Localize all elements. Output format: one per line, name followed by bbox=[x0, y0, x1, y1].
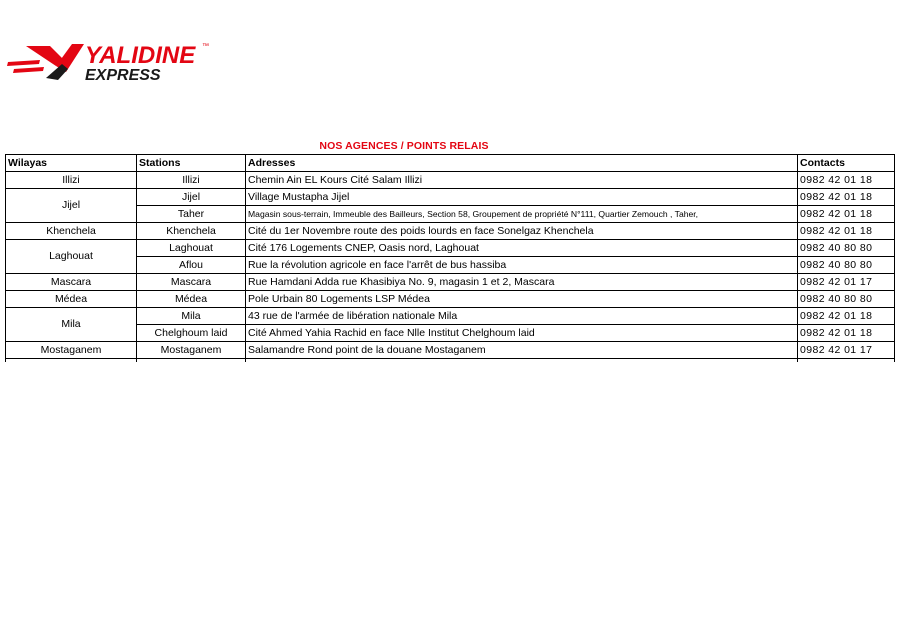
station-cell: Illizi bbox=[137, 172, 246, 189]
address-cell: Pole Urbain 80 Logements LSP Médea bbox=[246, 291, 798, 308]
address-cell: Magasin sous-terrain, Immeuble des Bailleurs, Section 58, Groupement de propriété N°111, Quartier Zemouch , Taher, bbox=[246, 206, 798, 223]
header-stations: Stations bbox=[137, 155, 246, 172]
station-cell: Médea bbox=[137, 291, 246, 308]
address-cell: Cité Ahmed Yahia Rachid en face Nlle Institut Chelghoum laid bbox=[246, 325, 798, 342]
station-cell: Mila bbox=[137, 308, 246, 325]
table-end-cell bbox=[137, 359, 246, 363]
address-cell: 43 rue de l'armée de libération nationale Mila bbox=[246, 308, 798, 325]
table-row bbox=[6, 189, 895, 206]
table-row bbox=[6, 274, 895, 291]
wilaya-cell: Khenchela bbox=[6, 223, 137, 240]
table-row bbox=[6, 257, 895, 274]
agencies-table-body bbox=[6, 172, 895, 363]
table-header-row bbox=[6, 155, 895, 172]
contact-cell: 0982 42 01 17 bbox=[798, 342, 895, 359]
header-wilayas: Wilayas bbox=[6, 155, 137, 172]
table-row bbox=[6, 308, 895, 325]
wilaya-cell: Mascara bbox=[6, 274, 137, 291]
station-cell: Mascara bbox=[137, 274, 246, 291]
contact-cell: 0982 42 01 18 bbox=[798, 223, 895, 240]
address-cell: Chemin Ain EL Kours Cité Salam Illizi bbox=[246, 172, 798, 189]
contact-cell: 0982 40 80 80 bbox=[798, 257, 895, 274]
page-title: NOS AGENCES / POINTS RELAIS bbox=[319, 140, 489, 152]
address-cell: Salamandre Rond point de la douane Mostaganem bbox=[246, 342, 798, 359]
contact-cell: 0982 42 01 18 bbox=[798, 325, 895, 342]
header-contacts: Contacts bbox=[798, 155, 895, 172]
logo-speed-lines bbox=[7, 60, 44, 73]
wilaya-cell: Médea bbox=[6, 291, 137, 308]
header-adresses: Adresses bbox=[246, 155, 798, 172]
contact-cell: 0982 40 80 80 bbox=[798, 240, 895, 257]
table-row bbox=[6, 291, 895, 308]
logo-wordmark: YALIDINE bbox=[85, 42, 196, 69]
table-row bbox=[6, 223, 895, 240]
address-cell: Rue Hamdani Adda rue Khasibiya No. 9, magasin 1 et 2, Mascara bbox=[246, 274, 798, 291]
contact-cell: 0982 42 01 18 bbox=[798, 308, 895, 325]
station-cell: Laghouat bbox=[137, 240, 246, 257]
address-cell: Rue la révolution agricole en face l'arrêt de bus hassiba bbox=[246, 257, 798, 274]
table-end-cell bbox=[246, 359, 798, 363]
logo-trademark: ™ bbox=[202, 43, 209, 50]
table-row bbox=[6, 206, 895, 223]
yalidine-express-logo bbox=[6, 36, 216, 86]
table-row bbox=[6, 342, 895, 359]
station-cell: Jijel bbox=[137, 189, 246, 206]
address-cell: Village Mustapha Jijel bbox=[246, 189, 798, 206]
logo-subtitle: EXPRESS bbox=[85, 67, 161, 84]
wilaya-cell: Laghouat bbox=[6, 240, 137, 274]
contact-cell: 0982 42 01 17 bbox=[798, 274, 895, 291]
wilaya-cell: Mostaganem bbox=[6, 342, 137, 359]
address-cell: Cité du 1er Novembre route des poids lourds en face Sonelgaz Khenchela bbox=[246, 223, 798, 240]
address-cell: Cité 176 Logements CNEP, Oasis nord, Laghouat bbox=[246, 240, 798, 257]
wilaya-cell: Jijel bbox=[6, 189, 137, 223]
wilaya-cell: Illizi bbox=[6, 172, 137, 189]
table-end-cell bbox=[6, 359, 137, 363]
station-cell: Aflou bbox=[137, 257, 246, 274]
contact-cell: 0982 42 01 18 bbox=[798, 172, 895, 189]
contact-cell: 0982 42 01 18 bbox=[798, 206, 895, 223]
station-cell: Taher bbox=[137, 206, 246, 223]
table-row bbox=[6, 325, 895, 342]
table-end-row bbox=[6, 359, 895, 363]
contact-cell: 0982 40 80 80 bbox=[798, 291, 895, 308]
contact-cell: 0982 42 01 18 bbox=[798, 189, 895, 206]
station-cell: Chelghoum laid bbox=[137, 325, 246, 342]
wilaya-cell: Mila bbox=[6, 308, 137, 342]
station-cell: Khenchela bbox=[137, 223, 246, 240]
agencies-table bbox=[5, 154, 895, 362]
station-cell: Mostaganem bbox=[137, 342, 246, 359]
table-end-cell bbox=[798, 359, 895, 363]
table-row bbox=[6, 172, 895, 189]
table-row bbox=[6, 240, 895, 257]
